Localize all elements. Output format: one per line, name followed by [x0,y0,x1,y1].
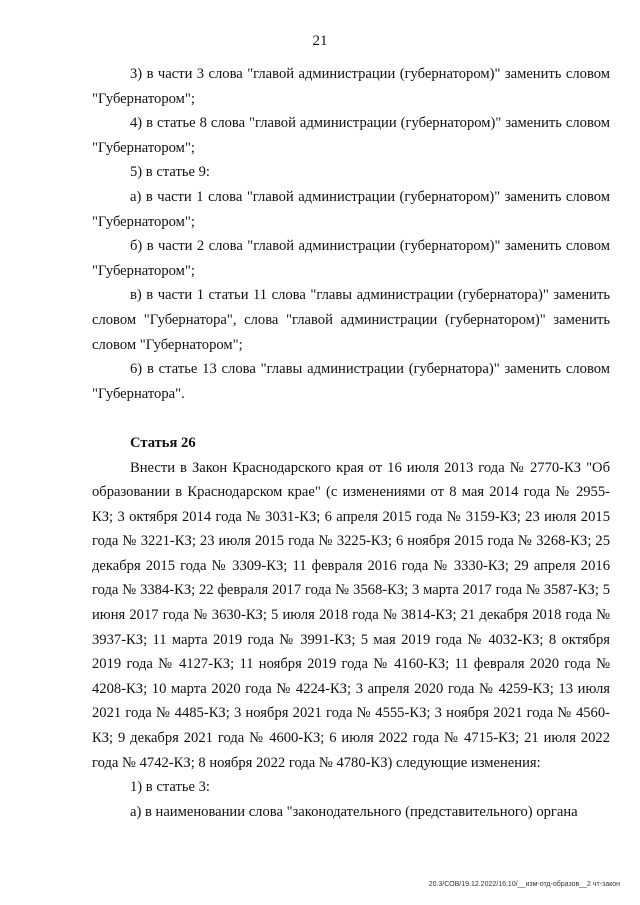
paragraph: Внести в Закон Краснодарского края от 16 июля 2013 года № 2770-КЗ "Об образовании в Краснодарском крае" (с изменениями от 8 мая 2014 года № 2955-КЗ; 3 октября 2014 года № 3031-КЗ; 6 апреля 2015 года № 3159-КЗ; 23 июля 2015 года № 3221-КЗ; 23 июля 2015 года № 3225-КЗ; 6 ноября 2015 года № 3268-КЗ; 25 декабря 2015 года № 3309-КЗ; 11 февраля 2016 года № 3330-КЗ; 29 апреля 2016 года № 3384-КЗ; 22 февраля 2017 года № 3568-КЗ; 3 марта 2017 года № 3587-КЗ; 5 июня 2017 года № 3630-КЗ; 5 июля 2018 года № 3814-КЗ; 21 декабря 2018 года № 3937-КЗ; 11 марта 2019 года № 3991-КЗ; 5 мая 2019 года № 4032-КЗ; 8 октября 2019 года № 4127-КЗ; 11 ноября 2019 года № 4160-КЗ; 11 февраля 2020 года № 4208-КЗ; 10 марта 2020 года № 4224-КЗ; 3 апреля 2020 года № 4259-КЗ; 13 июля 2021 года № 4485-КЗ; 3 ноября 2021 года № 4555-КЗ; 3 ноября 2021 года № 4560-КЗ; 9 декабря 2021 года № 4600-КЗ; 6 июля 2022 года № 4715-КЗ; 21 июля 2022 года № 4742-КЗ; 8 ноября 2022 года № 4780-КЗ) следующие изменения: [92,459,610,771]
paragraph: 3) в части 3 слова "главой администрации (губернатором)" заменить словом "Губернатором"; [92,66,610,107]
paragraph: 6) в статье 13 слова "главы администрации (губернатора)" заменить словом "Губернатора". [92,361,610,402]
paragraph: а) в части 1 слова "главой администрации (губернатором)" заменить словом "Губернатором"; [92,188,610,230]
document-body [92,62,610,824]
paragraph: б) в части 2 слова "главой администрации (губернатором)" заменить словом "Губернатором"; [92,238,610,279]
paragraph: 4) в статье 8 слова "главой администрации (губернатором)" заменить словом "Губернатором"; [92,115,610,156]
spacer [92,406,610,431]
footer-code: 20.3/СОВ/19.12.2022/16:10/__изм-отд-образов__2 чт-закон [428,881,620,888]
paragraph: 1) в статье 3: [130,779,210,796]
page-number: 21 [312,33,328,49]
paragraph: в) в части 1 статьи 11 слова "главы администрации (губернатора)" заменить словом "Губернатора", слова "главой администрации (губернатором)" заменить словом "Губернатором"; [92,287,610,353]
paragraph: а) в наименовании слова "законодательного (представительного) органа [130,803,578,820]
paragraph: 5) в статье 9: [130,164,210,181]
article-heading: Статья 26 [130,434,196,451]
